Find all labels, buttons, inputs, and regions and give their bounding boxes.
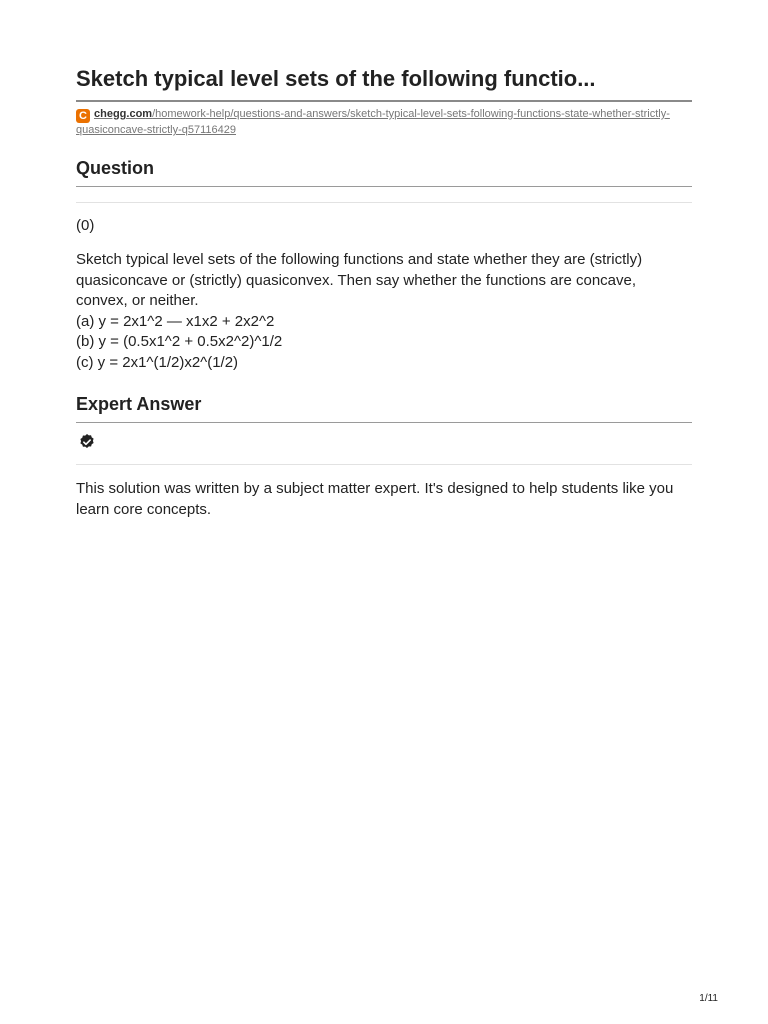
source-link[interactable] bbox=[76, 107, 676, 137]
verified-badge-icon bbox=[78, 432, 96, 450]
chegg-logo-icon: C bbox=[76, 109, 90, 123]
expert-answer-heading: Expert Answer bbox=[76, 394, 202, 414]
question-body bbox=[76, 250, 676, 373]
question-heading: Question bbox=[76, 158, 155, 178]
source-domain: chegg.com bbox=[94, 108, 153, 120]
question-part-a: (a) y = 2x1^2 — x1x2 + 2x2^2 bbox=[76, 312, 275, 330]
source-path: /homework-help/questions-and-answers/sketch-typical-level-sets-following-functions-state-whether-strictly-quasiconcave-strictly-q57116429 bbox=[76, 108, 670, 136]
page-title: Sketch typical level sets of the following functio... bbox=[76, 66, 596, 91]
answer-body: This solution was written by a subject matter expert. It's designed to help students like you learn core concepts. bbox=[76, 480, 674, 518]
question-body-line: Sketch typical level sets of the following functions and state whether they are (strictly) quasiconcave or (strictly) quasiconvex. Then say whether the functions are concave, convex, or neither. bbox=[76, 251, 643, 309]
question-rating: (0) bbox=[76, 217, 95, 234]
page-number: 1/11 bbox=[699, 993, 718, 1004]
source-url[interactable] bbox=[76, 108, 670, 136]
question-heading-divider bbox=[76, 186, 692, 187]
answer-heading-divider bbox=[76, 422, 692, 423]
title-divider bbox=[76, 100, 692, 102]
question-part-b: (b) y = (0.5x1^2 + 0.5x2^2)^1/2 bbox=[76, 333, 283, 350]
question-top-divider bbox=[76, 202, 692, 203]
question-part-c: (c) y = 2x1^(1/2)x2^(1/2) bbox=[76, 353, 239, 371]
answer-divider bbox=[76, 464, 692, 465]
